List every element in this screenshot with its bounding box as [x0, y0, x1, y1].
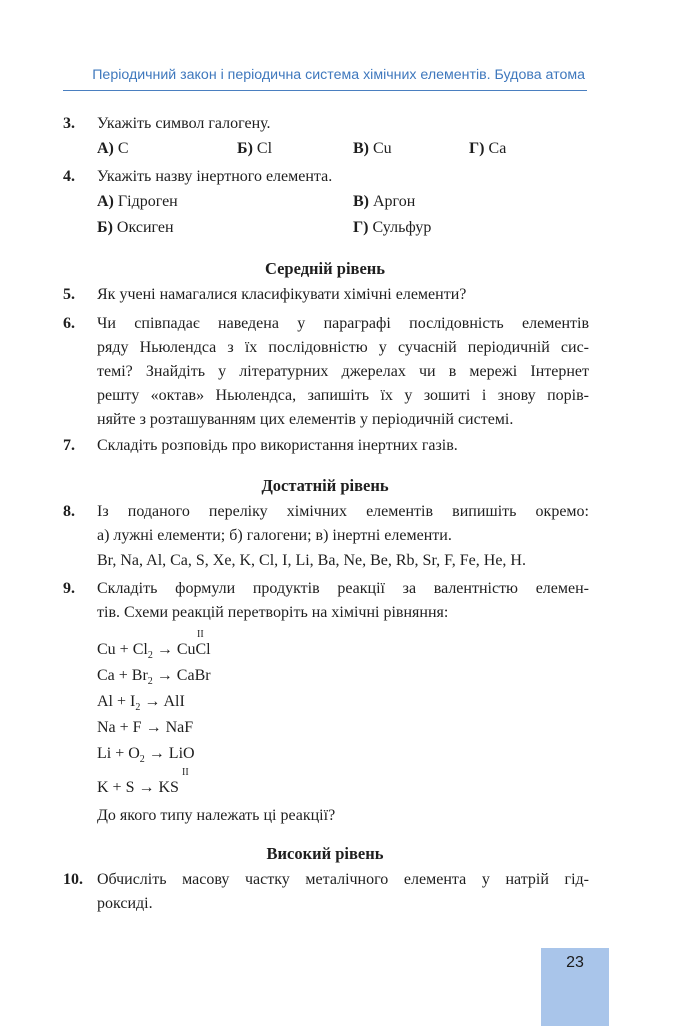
question-9-number: 9. [63, 580, 75, 597]
equation-3: $Al + I_2$ → AlI [97, 693, 185, 713]
question-10-line: Обчисліть масову частку металічного елемента у натрій гід- [97, 871, 589, 888]
question-6-line: няйте з розташуванням цих елементів у періодичній системі. [97, 411, 514, 428]
question-6-number: 6. [63, 315, 75, 332]
question-6-line: Чи співпадає наведена у параграфі послідовність елементів [97, 315, 589, 332]
equation-5: $Li + O_2$ → LiO [97, 745, 195, 765]
equation-1: $Cu + Cl_2$ → CuCl [97, 641, 211, 661]
question-4-option-c: В) Аргон [353, 193, 416, 210]
question-3-option-d: Г) Ca [469, 140, 507, 157]
question-5-text: Як учені намагалися класифікувати хімічні елементи? [97, 286, 467, 303]
level-heading-middle: Середній рівень [264, 259, 386, 278]
question-4-number: 4. [63, 168, 75, 185]
running-header [63, 66, 587, 91]
question-6-line: решту «октав» Ньюлендса, запишіть їх у зошиті і знову порів- [97, 387, 589, 404]
question-4-option-d: Г) Сульфур [353, 219, 432, 236]
question-6-line: ряду Ньюлендса з їх послідовністю у сучасній періодичній сис- [97, 339, 589, 356]
question-4-text: Укажіть назву інертного елемента. [97, 168, 333, 185]
level-heading-sufficient: Достатній рівень [261, 476, 389, 495]
question-3-text: Укажіть символ галогену. [97, 115, 271, 132]
question-3-option-b: Б) Cl [237, 140, 273, 157]
question-4-option-b: Б) Оксиген [97, 219, 174, 236]
question-8-line: а) лужні елементи; б) галогени; в) інертні елементи. [97, 527, 452, 544]
question-7-text: Складіть розповідь про використання інертних газів. [97, 437, 458, 454]
page-number-tab [541, 948, 609, 1026]
question-10-number: 10. [63, 871, 83, 888]
question-8-line: Із поданого переліку хімічних елементів випишіть окремо: [97, 503, 589, 520]
equation-2: $Ca + Br_2$ → CaBr [97, 667, 211, 687]
question-9-line: тів. Схеми реакцій перетворіть на хімічні рівняння: [97, 604, 449, 621]
question-9-followup: До якого типу належать ці реакції? [97, 807, 336, 824]
equation-6: K + S → KS [97, 779, 179, 796]
question-7-number: 7. [63, 437, 75, 454]
question-3-option-c: В) Cu [353, 140, 392, 157]
page-number: 23 [566, 954, 584, 971]
question-3-number: 3. [63, 115, 75, 132]
valence-mark: II [182, 767, 189, 778]
question-3-option-a: А) C [97, 140, 129, 157]
question-4-option-a: А) Гідроген [97, 193, 178, 210]
equation-4: Na + F → NaF [97, 719, 194, 736]
running-header-title: Періодичний закон і періодична система хімічних елементів. Будова атома [92, 67, 585, 83]
question-9-line: Складіть формули продуктів реакції за валентністю елемен- [97, 580, 589, 597]
valence-mark: II [197, 629, 204, 640]
question-5-number: 5. [63, 286, 75, 303]
question-8-elements-list: Br, Na, Al, Ca, S, Xe, K, Cl, I, Li, Ba, Ne, Be, Rb, Sr, F, Fe, He, H. [97, 552, 526, 569]
question-8-number: 8. [63, 503, 75, 520]
level-heading-high: Високий рівень [266, 844, 384, 863]
question-6-line: темі? Знайдіть у літературних джерелах чи в мережі Інтернет [97, 363, 589, 380]
question-10-line: роксиді. [97, 895, 153, 912]
